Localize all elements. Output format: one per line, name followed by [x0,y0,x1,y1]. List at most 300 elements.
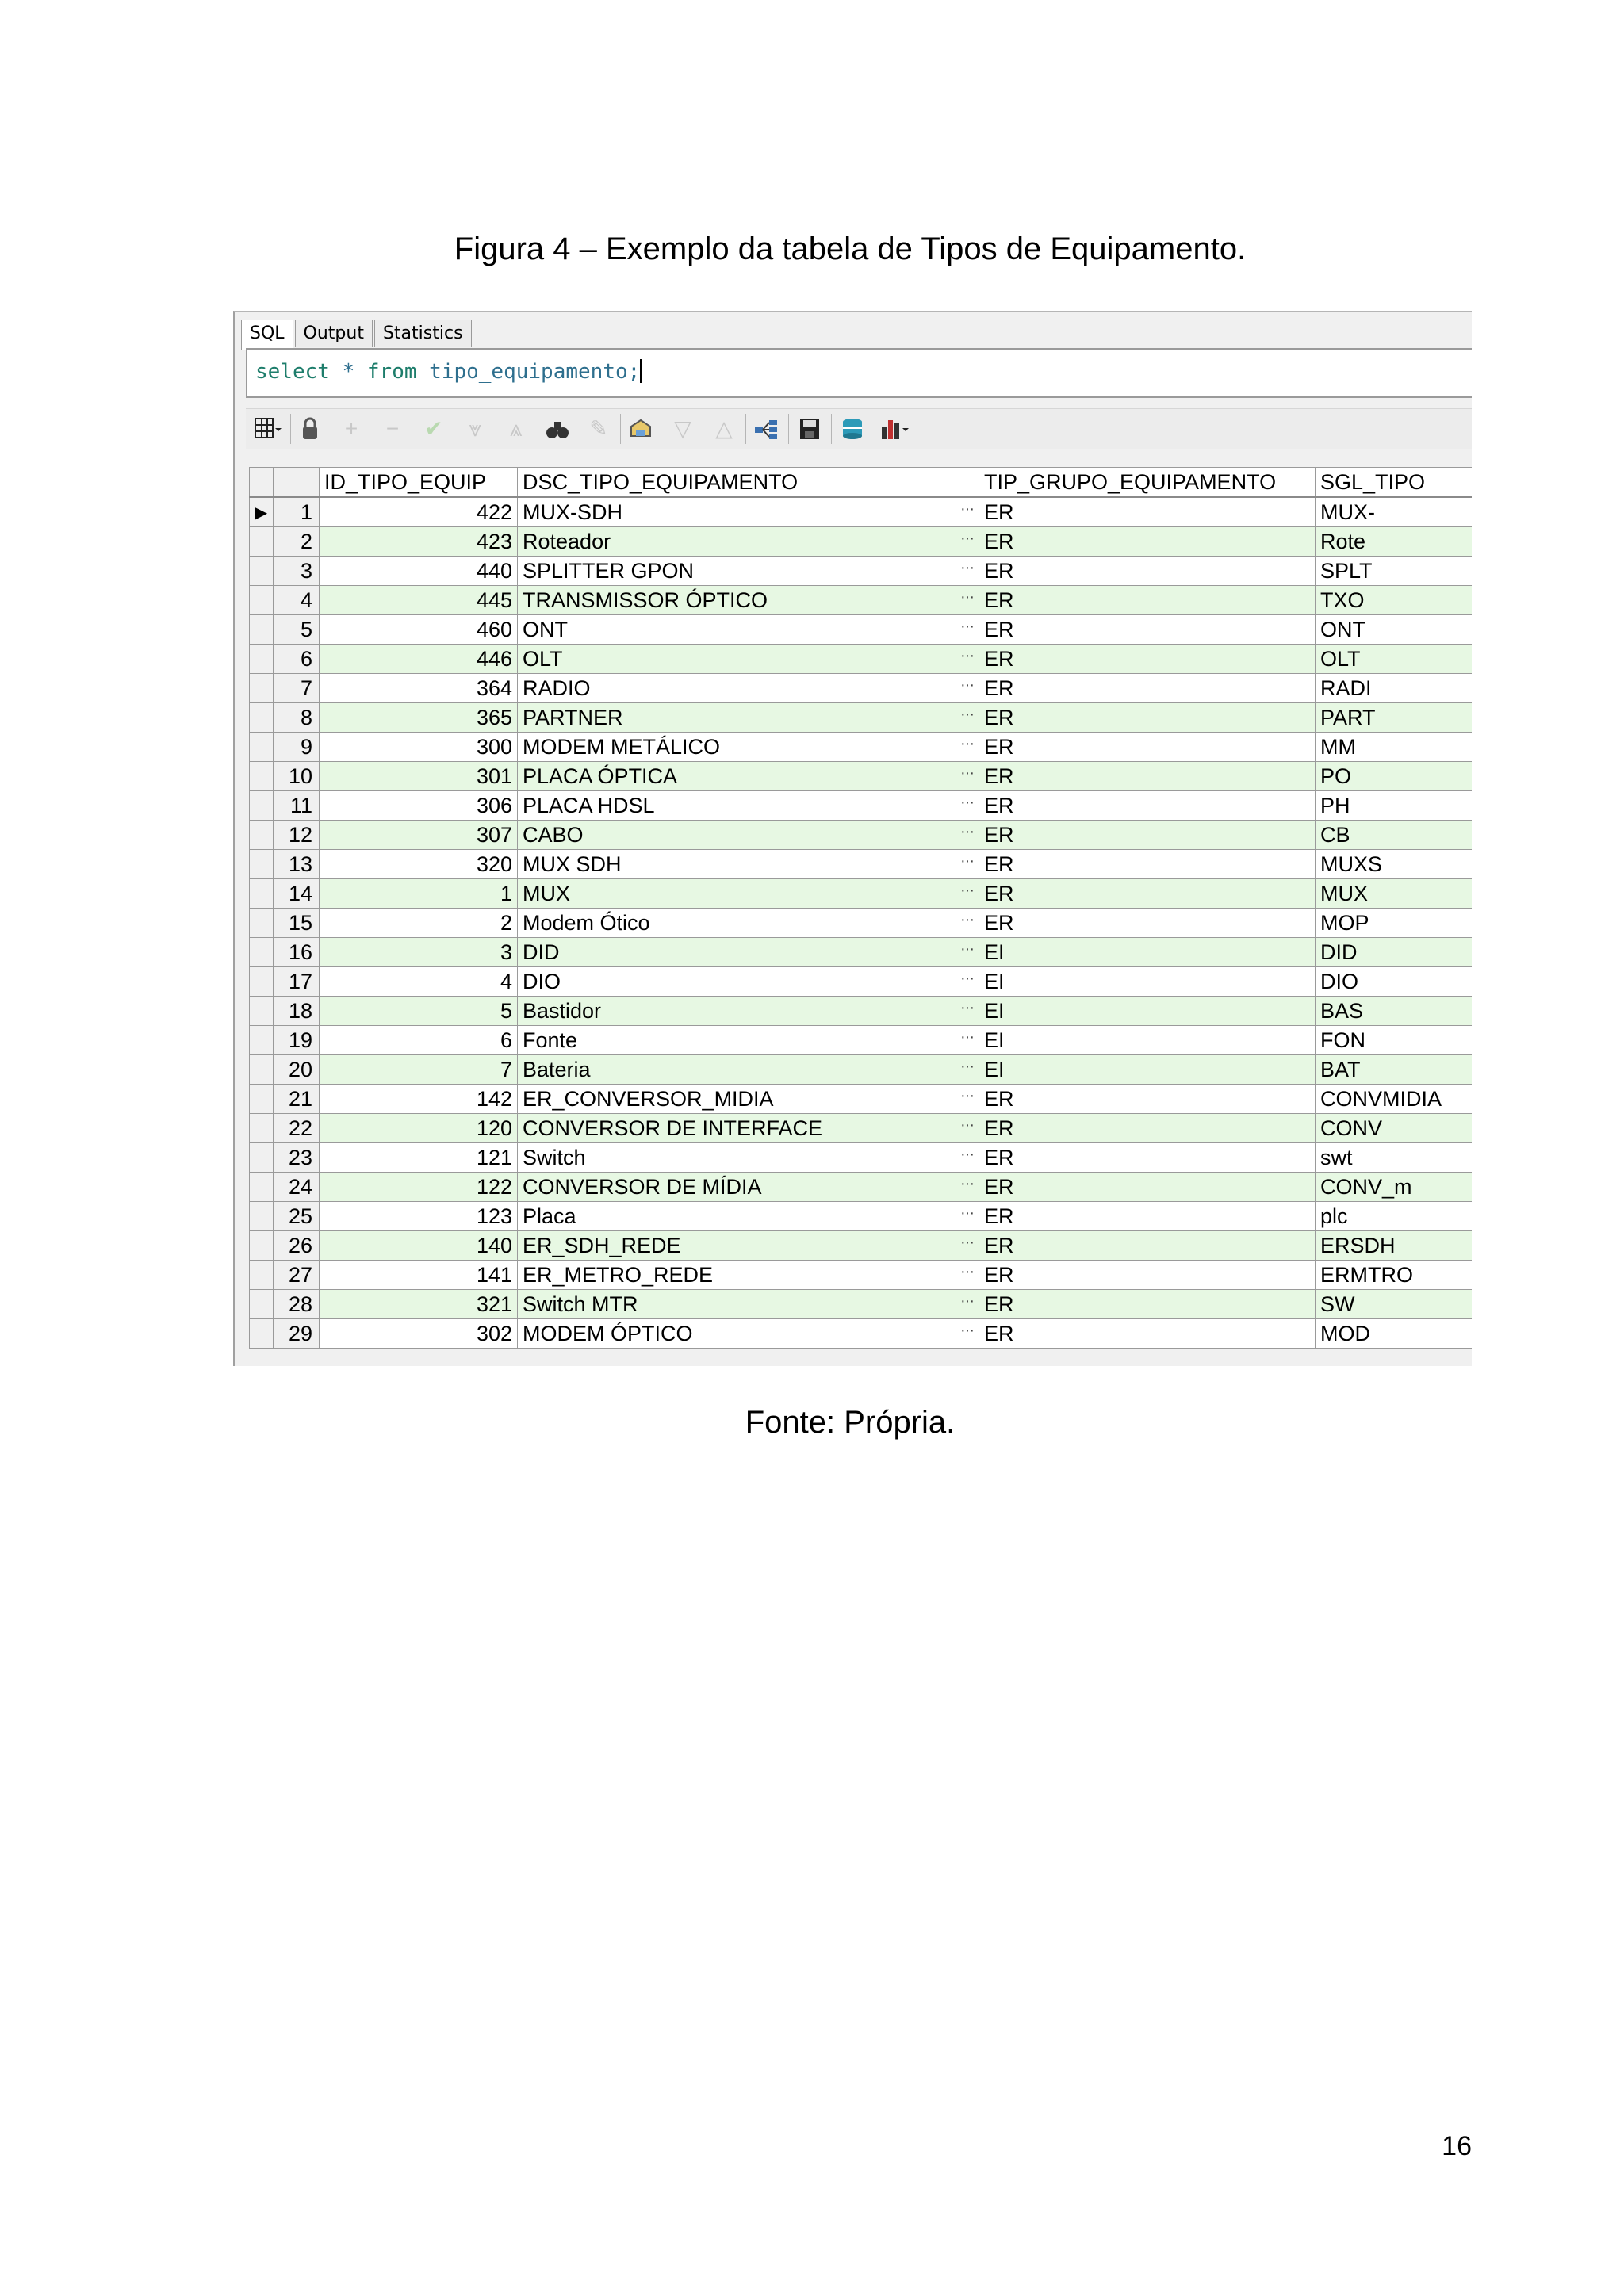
row-number-text: 23 [288,1145,312,1169]
row-number [274,997,320,1026]
tab-sql[interactable]: SQL [241,320,293,350]
cell-dsc-tipo-equipamento[interactable] [518,1173,979,1202]
row-number [274,909,320,938]
table-row[interactable] [250,557,1473,586]
expand-ellipsis-icon[interactable]: ··· [960,1233,974,1251]
cell-id-tipo-equip[interactable] [320,909,518,938]
tab-bar [241,320,473,348]
table-row[interactable] [250,909,1473,938]
cell-tip-grupo-equipamento[interactable] [979,879,1316,909]
cell-sgl-tipo-text: ERSDH [1320,1233,1396,1257]
expand-ellipsis-icon[interactable]: ··· [960,1057,974,1075]
cell-dsc-tipo-equipamento[interactable] [518,1202,979,1231]
table-row[interactable] [250,1202,1473,1231]
cell-sgl-tipo-text: MUXS [1320,851,1383,876]
lock-icon[interactable] [295,415,325,442]
row-number-text: 5 [300,617,312,641]
table-row[interactable] [250,1261,1473,1290]
row-marker [250,586,274,615]
cell-dsc-tipo-equipamento[interactable] [518,997,979,1026]
row-number [274,1261,320,1290]
cell-tip-grupo-equipamento-text: ER [984,1321,1014,1345]
tree-icon[interactable] [752,415,782,442]
expand-ellipsis-icon[interactable]: ··· [960,998,974,1016]
eraser-icon[interactable]: ✎ [589,416,608,441]
cell-sgl-tipo[interactable] [1316,997,1473,1026]
cell-dsc-tipo-equipamento[interactable] [518,733,979,762]
row-number-text: 14 [288,881,312,905]
row-number-text: 13 [288,851,312,876]
table-row[interactable] [250,1143,1473,1173]
cell-id-tipo-equip-text: 321 [476,1292,512,1316]
cell-tip-grupo-equipamento-text: ER [984,675,1014,700]
cell-id-tipo-equip[interactable] [320,586,518,615]
cell-sgl-tipo-text: RADI [1320,675,1372,700]
cell-dsc-tipo-equipamento[interactable] [518,586,979,615]
header-row [250,468,1473,498]
row-number [274,1231,320,1261]
cell-sgl-tipo[interactable] [1316,615,1473,645]
cell-id-tipo-equip-text: 122 [476,1174,512,1199]
expand-ellipsis-icon[interactable]: ··· [960,1174,974,1192]
cell-dsc-tipo-equipamento-text: PLACA ÓPTICA [523,763,678,788]
cell-sgl-tipo[interactable] [1316,850,1473,879]
expand-ellipsis-icon[interactable]: ··· [960,1086,974,1104]
cell-tip-grupo-equipamento[interactable] [979,1026,1316,1055]
cell-id-tipo-equip[interactable] [320,527,518,557]
table-row[interactable] [250,879,1473,909]
cell-dsc-tipo-equipamento-text: CONVERSOR DE INTERFACE [523,1115,823,1140]
table-row[interactable] [250,1085,1473,1114]
expand-ellipsis-icon[interactable]: ··· [960,1145,974,1163]
cell-id-tipo-equip-text: 365 [476,705,512,729]
cell-dsc-tipo-equipamento[interactable] [518,527,979,557]
cell-sgl-tipo[interactable] [1316,557,1473,586]
cell-id-tipo-equip[interactable] [320,1231,518,1261]
cell-tip-grupo-equipamento[interactable] [979,791,1316,821]
table-row[interactable] [250,997,1473,1026]
sql-tool-window [233,311,1472,1366]
cell-tip-grupo-equipamento[interactable] [979,733,1316,762]
cell-sgl-tipo[interactable] [1316,645,1473,674]
check-icon[interactable]: ✔ [424,416,443,441]
cell-dsc-tipo-equipamento[interactable] [518,645,979,674]
row-marker [250,762,274,791]
cell-id-tipo-equip[interactable] [320,997,518,1026]
cell-id-tipo-equip[interactable] [320,791,518,821]
filter-all-icon[interactable]: ⩓ [510,416,523,441]
cell-id-tipo-equip[interactable] [320,557,518,586]
chart-icon[interactable] [879,415,909,442]
column-header-id[interactable]: ID_TIPO_EQUIP [320,468,518,498]
cell-sgl-tipo[interactable] [1316,1026,1473,1055]
page-number: 16 [1442,2131,1472,2161]
row-marker [250,791,274,821]
table-row[interactable] [250,733,1473,762]
expand-ellipsis-icon[interactable]: ··· [960,969,974,987]
cell-tip-grupo-equipamento[interactable] [979,997,1316,1026]
cell-id-tipo-equip-text: 364 [476,675,512,700]
cell-sgl-tipo[interactable] [1316,674,1473,703]
cell-tip-grupo-equipamento-text: EI [984,1027,1005,1052]
cell-sgl-tipo[interactable] [1316,1055,1473,1085]
expand-ellipsis-icon[interactable]: ··· [960,646,974,664]
cell-tip-grupo-equipamento[interactable] [979,938,1316,967]
cell-dsc-tipo-equipamento-text: OLT [523,646,563,671]
cell-dsc-tipo-equipamento-text: MODEM ÓPTICO [523,1321,693,1345]
cell-sgl-tipo[interactable] [1316,1261,1473,1290]
row-number-text: 6 [300,646,312,671]
row-number [274,850,320,879]
cell-dsc-tipo-equipamento[interactable] [518,1290,979,1319]
cell-tip-grupo-equipamento[interactable] [979,1319,1316,1349]
cell-dsc-tipo-equipamento-text: Modem Ótico [523,910,650,935]
cell-sgl-tipo-text: DIO [1320,969,1359,993]
cell-id-tipo-equip[interactable] [320,1085,518,1114]
expand-ellipsis-icon[interactable]: ··· [960,705,974,723]
tab-output[interactable]: Output [295,320,373,347]
row-number-text: 26 [288,1233,312,1257]
cell-dsc-tipo-equipamento-text: RADIO [523,675,591,700]
cell-sgl-tipo[interactable] [1316,909,1473,938]
row-marker [250,909,274,938]
table-row[interactable] [250,762,1473,791]
row-marker [250,703,274,733]
cell-tip-grupo-equipamento-text: ER [984,793,1014,817]
row-number [274,645,320,674]
cell-dsc-tipo-equipamento[interactable] [518,615,979,645]
column-header-dsc[interactable]: DSC_TIPO_EQUIPAMENTO [518,468,979,498]
cell-dsc-tipo-equipamento-text: ER_CONVERSOR_MIDIA [523,1086,774,1111]
cell-tip-grupo-equipamento[interactable] [979,1290,1316,1319]
cell-id-tipo-equip[interactable] [320,850,518,879]
cell-tip-grupo-equipamento[interactable] [979,821,1316,850]
expand-ellipsis-icon[interactable]: ··· [960,734,974,752]
cell-id-tipo-equip[interactable] [320,674,518,703]
cell-tip-grupo-equipamento-text: ER [984,558,1014,583]
cell-id-tipo-equip[interactable] [320,938,518,967]
find-icon[interactable] [542,415,573,442]
cell-tip-grupo-equipamento[interactable] [979,967,1316,997]
table-row[interactable] [250,1290,1473,1319]
expand-ellipsis-icon[interactable]: ··· [960,793,974,811]
cell-dsc-tipo-equipamento[interactable] [518,850,979,879]
expand-ellipsis-icon[interactable]: ··· [960,1203,974,1222]
cell-sgl-tipo[interactable] [1316,821,1473,850]
table-row[interactable] [250,1231,1473,1261]
row-number-text: 2 [300,529,312,553]
sort-down-icon[interactable]: ▽ [674,416,691,441]
table-row[interactable] [250,791,1473,821]
cell-sgl-tipo[interactable] [1316,1143,1473,1173]
cell-dsc-tipo-equipamento[interactable] [518,1143,979,1173]
cell-id-tipo-equip[interactable] [320,1055,518,1085]
row-number-text: 22 [288,1115,312,1140]
cell-id-tipo-equip-text: 307 [476,822,512,847]
expand-ellipsis-icon[interactable]: ··· [960,910,974,928]
expand-ellipsis-icon[interactable]: ··· [960,675,974,694]
cell-tip-grupo-equipamento[interactable] [979,1085,1316,1114]
row-number [274,1026,320,1055]
table-row[interactable] [250,703,1473,733]
row-marker [250,850,274,879]
cell-id-tipo-equip-text: 423 [476,529,512,553]
cell-id-tipo-equip[interactable] [320,1290,518,1319]
cell-dsc-tipo-equipamento[interactable] [518,938,979,967]
row-marker [250,1143,274,1173]
cell-tip-grupo-equipamento-text: ER [984,1203,1014,1228]
cell-tip-grupo-equipamento[interactable] [979,586,1316,615]
sql-editor[interactable] [246,348,1472,398]
cell-tip-grupo-equipamento[interactable] [979,1114,1316,1143]
row-number [274,938,320,967]
table-row[interactable] [250,938,1473,967]
cell-tip-grupo-equipamento-text: ER [984,1145,1014,1169]
cell-sgl-tipo[interactable] [1316,1085,1473,1114]
table-row[interactable] [250,674,1473,703]
cell-id-tipo-equip-text: 141 [476,1262,512,1287]
expand-ellipsis-icon[interactable]: ··· [960,1292,974,1310]
row-number [274,615,320,645]
cell-id-tipo-equip[interactable] [320,821,518,850]
column-header-sgl[interactable]: SGL_TIPO [1316,468,1473,498]
plus-icon[interactable]: + [344,416,358,441]
cell-tip-grupo-equipamento[interactable] [979,1055,1316,1085]
save-icon[interactable] [795,415,825,442]
export-icon[interactable] [626,415,657,442]
cell-sgl-tipo[interactable] [1316,1231,1473,1261]
cell-id-tipo-equip[interactable] [320,645,518,674]
cell-sgl-tipo[interactable] [1316,1290,1473,1319]
row-number [274,1114,320,1143]
cell-tip-grupo-equipamento-text: ER [984,1174,1014,1199]
cell-dsc-tipo-equipamento-text: SPLITTER GPON [523,558,695,583]
cell-sgl-tipo[interactable] [1316,527,1473,557]
cell-tip-grupo-equipamento[interactable] [979,850,1316,879]
cell-id-tipo-equip[interactable] [320,1261,518,1290]
cell-sgl-tipo[interactable] [1316,733,1473,762]
expand-ellipsis-icon[interactable]: ··· [960,1262,974,1280]
cell-tip-grupo-equipamento-text: ER [984,529,1014,553]
expand-ellipsis-icon[interactable]: ··· [960,587,974,606]
cell-dsc-tipo-equipamento[interactable] [518,557,979,586]
table-row[interactable] [250,1319,1473,1349]
expand-ellipsis-icon[interactable]: ··· [960,939,974,958]
expand-ellipsis-icon[interactable]: ··· [960,1027,974,1046]
sql-star: * [329,360,367,384]
table-row[interactable] [250,615,1473,645]
expand-ellipsis-icon[interactable]: ··· [960,1115,974,1134]
cell-sgl-tipo[interactable] [1316,1114,1473,1143]
cell-dsc-tipo-equipamento-text: Switch [523,1145,586,1169]
figure-source: Fonte: Própria. [745,1405,956,1440]
cell-sgl-tipo[interactable] [1316,1173,1473,1202]
cell-dsc-tipo-equipamento[interactable] [518,1026,979,1055]
expand-ellipsis-icon[interactable]: ··· [960,529,974,547]
cell-tip-grupo-equipamento[interactable] [979,527,1316,557]
cell-id-tipo-equip[interactable] [320,1026,518,1055]
table-row[interactable] [250,527,1473,557]
sort-up-icon[interactable]: △ [715,416,733,441]
cell-tip-grupo-equipamento[interactable] [979,1202,1316,1231]
cell-sgl-tipo-text: MUX [1320,881,1368,905]
cell-tip-grupo-equipamento[interactable] [979,615,1316,645]
cell-sgl-tipo[interactable] [1316,938,1473,967]
cell-id-tipo-equip-text: 140 [476,1233,512,1257]
cell-tip-grupo-equipamento[interactable] [979,1231,1316,1261]
cell-sgl-tipo-text: CB [1320,822,1350,847]
cell-sgl-tipo-text: CONV_m [1320,1174,1412,1199]
cell-dsc-tipo-equipamento-text: Fonte [523,1027,578,1052]
table-row[interactable] [250,645,1473,674]
table-row[interactable] [250,497,1473,527]
cell-sgl-tipo-text: BAS [1320,998,1364,1023]
row-number-text: 4 [300,587,312,612]
row-number-text: 25 [288,1203,312,1228]
minus-icon[interactable]: − [385,416,400,441]
cell-dsc-tipo-equipamento[interactable] [518,703,979,733]
row-number [274,1173,320,1202]
expand-ellipsis-icon[interactable]: ··· [960,822,974,840]
cell-dsc-tipo-equipamento[interactable] [518,674,979,703]
cell-id-tipo-equip[interactable] [320,1143,518,1173]
cell-tip-grupo-equipamento[interactable] [979,909,1316,938]
table-row[interactable] [250,821,1473,850]
cell-dsc-tipo-equipamento[interactable] [518,1261,979,1290]
cell-sgl-tipo[interactable] [1316,703,1473,733]
cell-tip-grupo-equipamento-text: ER [984,1262,1014,1287]
table-row[interactable] [250,967,1473,997]
cell-sgl-tipo-text: SPLT [1320,558,1373,583]
cell-dsc-tipo-equipamento[interactable] [518,1114,979,1143]
expand-ellipsis-icon[interactable]: ··· [960,499,974,518]
cell-tip-grupo-equipamento[interactable] [979,703,1316,733]
expand-ellipsis-icon[interactable]: ··· [960,763,974,782]
cell-dsc-tipo-equipamento[interactable] [518,879,979,909]
filter-down-icon[interactable]: ⩔ [469,416,481,441]
cell-id-tipo-equip[interactable] [320,497,518,527]
cell-id-tipo-equip[interactable] [320,615,518,645]
row-number [274,1055,320,1085]
cell-dsc-tipo-equipamento[interactable] [518,1085,979,1114]
cell-dsc-tipo-equipamento-text: Switch MTR [523,1292,638,1316]
cell-id-tipo-equip-text: 1 [500,881,512,905]
cell-sgl-tipo[interactable] [1316,586,1473,615]
row-number [274,586,320,615]
cell-id-tipo-equip[interactable] [320,703,518,733]
cell-id-tipo-equip[interactable] [320,1319,518,1349]
row-marker [250,1319,274,1349]
row-number [274,967,320,997]
cell-id-tipo-equip-text: 7 [500,1057,512,1081]
cell-sgl-tipo[interactable] [1316,762,1473,791]
cell-tip-grupo-equipamento-text: ER [984,646,1014,671]
cell-sgl-tipo[interactable] [1316,967,1473,997]
cell-id-tipo-equip-text: 306 [476,793,512,817]
cell-id-tipo-equip[interactable] [320,733,518,762]
cell-dsc-tipo-equipamento-text: ER_SDH_REDE [523,1233,681,1257]
cell-sgl-tipo[interactable] [1316,1202,1473,1231]
cell-id-tipo-equip[interactable] [320,762,518,791]
cell-id-tipo-equip[interactable] [320,967,518,997]
row-number-text: 24 [288,1174,312,1199]
cell-dsc-tipo-equipamento[interactable] [518,762,979,791]
cell-dsc-tipo-equipamento-text: MUX SDH [523,851,622,876]
cell-id-tipo-equip[interactable] [320,1202,518,1231]
cell-tip-grupo-equipamento[interactable] [979,1261,1316,1290]
sql-query [255,359,642,384]
cell-dsc-tipo-equipamento[interactable] [518,967,979,997]
cell-tip-grupo-equipamento[interactable] [979,497,1316,527]
cell-tip-grupo-equipamento-text: ER [984,499,1014,524]
row-marker [250,967,274,997]
table-row[interactable] [250,586,1473,615]
cell-tip-grupo-equipamento-text: ER [984,587,1014,612]
tab-statistics[interactable]: Statistics [374,320,472,347]
cell-dsc-tipo-equipamento-text: Bastidor [523,998,602,1023]
table-row[interactable] [250,850,1473,879]
table-row[interactable] [250,1055,1473,1085]
column-header-grupo[interactable]: TIP_GRUPO_EQUIPAMENTO [979,468,1316,498]
cell-tip-grupo-equipamento[interactable] [979,762,1316,791]
cell-tip-grupo-equipamento[interactable] [979,557,1316,586]
row-marker [250,938,274,967]
cell-tip-grupo-equipamento[interactable] [979,1173,1316,1202]
row-marker [250,557,274,586]
cell-id-tipo-equip-text: 302 [476,1321,512,1345]
cell-id-tipo-equip-text: 422 [476,499,512,524]
cell-sgl-tipo[interactable] [1316,497,1473,527]
cell-id-tipo-equip[interactable] [320,879,518,909]
cell-dsc-tipo-equipamento[interactable] [518,1319,979,1349]
expand-ellipsis-icon[interactable]: ··· [960,558,974,576]
table-row[interactable] [250,1114,1473,1143]
expand-ellipsis-icon[interactable]: ··· [960,1321,974,1339]
expand-ellipsis-icon[interactable]: ··· [960,881,974,899]
cell-dsc-tipo-equipamento[interactable] [518,1055,979,1085]
row-number [274,762,320,791]
cell-dsc-tipo-equipamento[interactable] [518,791,979,821]
table-row[interactable] [250,1026,1473,1055]
cell-dsc-tipo-equipamento[interactable] [518,821,979,850]
table-row[interactable] [250,1173,1473,1202]
database-icon[interactable] [837,415,868,442]
rownum-header [274,468,320,498]
row-number-text: 21 [288,1086,312,1111]
row-number [274,674,320,703]
grid-view-icon[interactable] [252,415,282,442]
expand-ellipsis-icon[interactable]: ··· [960,851,974,870]
expand-ellipsis-icon[interactable]: ··· [960,617,974,635]
cell-sgl-tipo[interactable] [1316,879,1473,909]
cell-tip-grupo-equipamento[interactable] [979,645,1316,674]
cell-dsc-tipo-equipamento-text: CONVERSOR DE MÍDIA [523,1174,762,1199]
cell-tip-grupo-equipamento[interactable] [979,674,1316,703]
cell-id-tipo-equip-text: 440 [476,558,512,583]
cell-sgl-tipo[interactable] [1316,791,1473,821]
cell-dsc-tipo-equipamento[interactable] [518,909,979,938]
row-number [274,879,320,909]
sql-keyword-select: select [255,360,330,384]
cell-sgl-tipo[interactable] [1316,1319,1473,1349]
cell-tip-grupo-equipamento[interactable] [979,1143,1316,1173]
cell-id-tipo-equip[interactable] [320,1114,518,1143]
cell-dsc-tipo-equipamento[interactable] [518,497,979,527]
cell-sgl-tipo-text: MM [1320,734,1356,759]
cell-dsc-tipo-equipamento[interactable] [518,1231,979,1261]
row-number-text: 10 [288,763,312,788]
cell-id-tipo-equip[interactable] [320,1173,518,1202]
